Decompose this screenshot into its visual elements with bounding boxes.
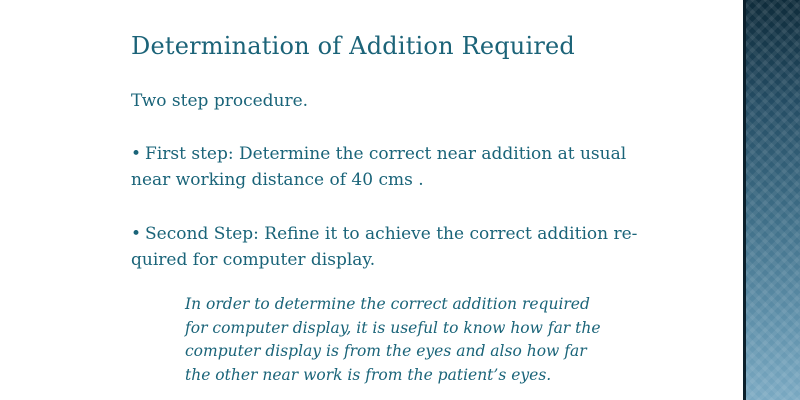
decorative-side-panel bbox=[743, 0, 800, 400]
note-line: computer display is from the eyes and also how far bbox=[185, 342, 587, 360]
bullet-second-step bbox=[131, 221, 676, 273]
italic-note bbox=[185, 293, 625, 387]
slide-title: Determination of Addition Required bbox=[131, 32, 575, 60]
bullet-text: First step: Determine the correct near addition at usual bbox=[145, 144, 627, 164]
bullet-line bbox=[131, 221, 676, 247]
bullet-line: near working distance of 40 cms . bbox=[131, 170, 424, 190]
bullet-first-step bbox=[131, 141, 676, 193]
bullet-line: quired for computer display. bbox=[131, 250, 376, 270]
note-line: In order to determine the correct addition required bbox=[185, 295, 590, 313]
intro-text: Two step procedure. bbox=[131, 91, 309, 111]
side-panel-edge bbox=[743, 0, 746, 400]
bullet-marker: • bbox=[131, 144, 142, 164]
note-line: the other near work is from the patient’s eyes. bbox=[185, 365, 552, 384]
bullet-marker: • bbox=[131, 224, 142, 244]
bullet-line bbox=[131, 141, 676, 167]
bullet-text: Second Step: Refine it to achieve the correct addition re- bbox=[145, 224, 638, 244]
note-line: for computer display, it is useful to know how far the bbox=[185, 318, 601, 337]
